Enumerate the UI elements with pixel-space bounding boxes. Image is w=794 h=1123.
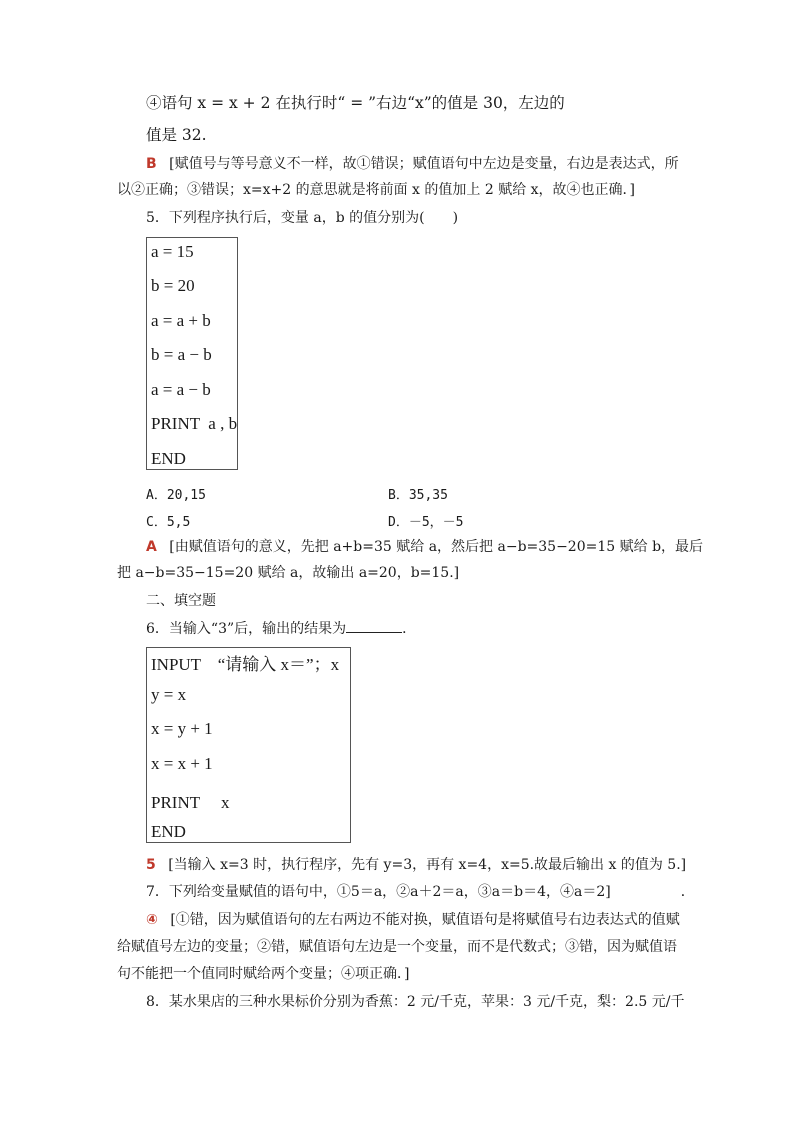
code-line: a = a + b	[151, 311, 211, 330]
q4-explanation-line2: 以②正确；③错误；x=x+2 的意思就是将前面 x 的值加上 2 赋给 x，故④也正确．]	[117, 182, 636, 198]
q5-option-b: B．35,35	[388, 488, 448, 503]
q5-answer-letter: A	[146, 539, 157, 555]
q6-stem-post: ．	[402, 621, 417, 637]
q5-code-box	[146, 237, 238, 470]
q6-answer-blank	[346, 618, 402, 633]
code-line: y = x	[151, 685, 187, 704]
q4-explanation-line1	[146, 154, 679, 174]
code-line: a = a − b	[151, 380, 211, 399]
q5-explanation-line2: 把 a−b=35−15=20 赋给 a，故输出 a=20，b=15.]	[117, 565, 460, 581]
q7-stem: 7．下列给变量赋值的语句中，①5＝a，②a＋2＝a，③a＝b＝4，④a＝2] ．	[146, 884, 695, 900]
q5-stem: 5．下列程序执行后，变量 a，b 的值分别为( )	[146, 210, 459, 226]
code-line: x = x + 1	[151, 754, 213, 773]
q4-expl-text1: [赋值号与等号意义不一样，故①错误；赋值语句中左边是变量，右边是表达式，所	[169, 156, 679, 172]
q4-option4-line1: ④语句 x = x + 2 在执行时“ = ”右边“x”的值是 30，左边的	[146, 94, 565, 112]
q5-option-c: C．5,5	[146, 515, 191, 530]
code-line: x = y + 1	[151, 719, 213, 738]
q5-explanation-line1	[146, 537, 703, 557]
q6-code-box	[146, 647, 351, 843]
q5-option-d: D．－5，－5	[388, 515, 464, 530]
q6-answer-letter: 5	[146, 857, 156, 873]
q4-option4-line2: 值是 32.	[146, 126, 207, 144]
code-line: b = a − b	[151, 345, 212, 364]
q5-expl-text1: [由赋值语句的意义，先把 a+b=35 赋给 a，然后把 a−b=35−20=15 赋给 b，最后	[169, 539, 704, 555]
q6-explanation	[146, 855, 686, 875]
q5-option-a: A．20,15	[146, 488, 206, 503]
q7-expl-text1: [①错，因为赋值语句的左右两边不能对换，赋值语句是将赋值号右边表达式的值赋	[170, 912, 680, 928]
q6-expl-text: [当输入 x=3 时，执行程序，先有 y=3，再有 x=4，x=5.故最后输出 x 的值为 5.]	[168, 857, 687, 873]
q8-stem: 8．某水果店的三种水果标价分别为香蕉：2 元/千克，苹果：3 元/千克，梨：2.5 元/千	[146, 994, 685, 1010]
q7-explanation-line3: 句不能把一个值同时赋给两个变量；④项正确．]	[117, 966, 410, 982]
code-line: END	[151, 449, 186, 468]
section-heading: 二、填空题	[146, 593, 216, 609]
q7-answer-letter: ④	[146, 912, 158, 928]
q7-explanation-line2: 给赋值号左边的变量；②错，赋值语句左边是一个变量，而不是代数式；③错，因为赋值语	[117, 939, 677, 955]
q4-answer-letter: B	[146, 156, 157, 172]
code-line: a = 15	[151, 242, 194, 261]
code-line: PRINT a , b	[151, 414, 238, 433]
code-line: INPUT “请输入 x＝”；x	[151, 655, 340, 674]
q6-stem-pre: 6．当输入“3”后，输出的结果为	[146, 621, 347, 637]
code-line: PRINT x	[151, 793, 230, 812]
q6-stem	[146, 618, 416, 639]
q7-explanation-line1	[146, 910, 680, 930]
code-line: b = 20	[151, 276, 195, 295]
code-line: END	[151, 822, 186, 841]
